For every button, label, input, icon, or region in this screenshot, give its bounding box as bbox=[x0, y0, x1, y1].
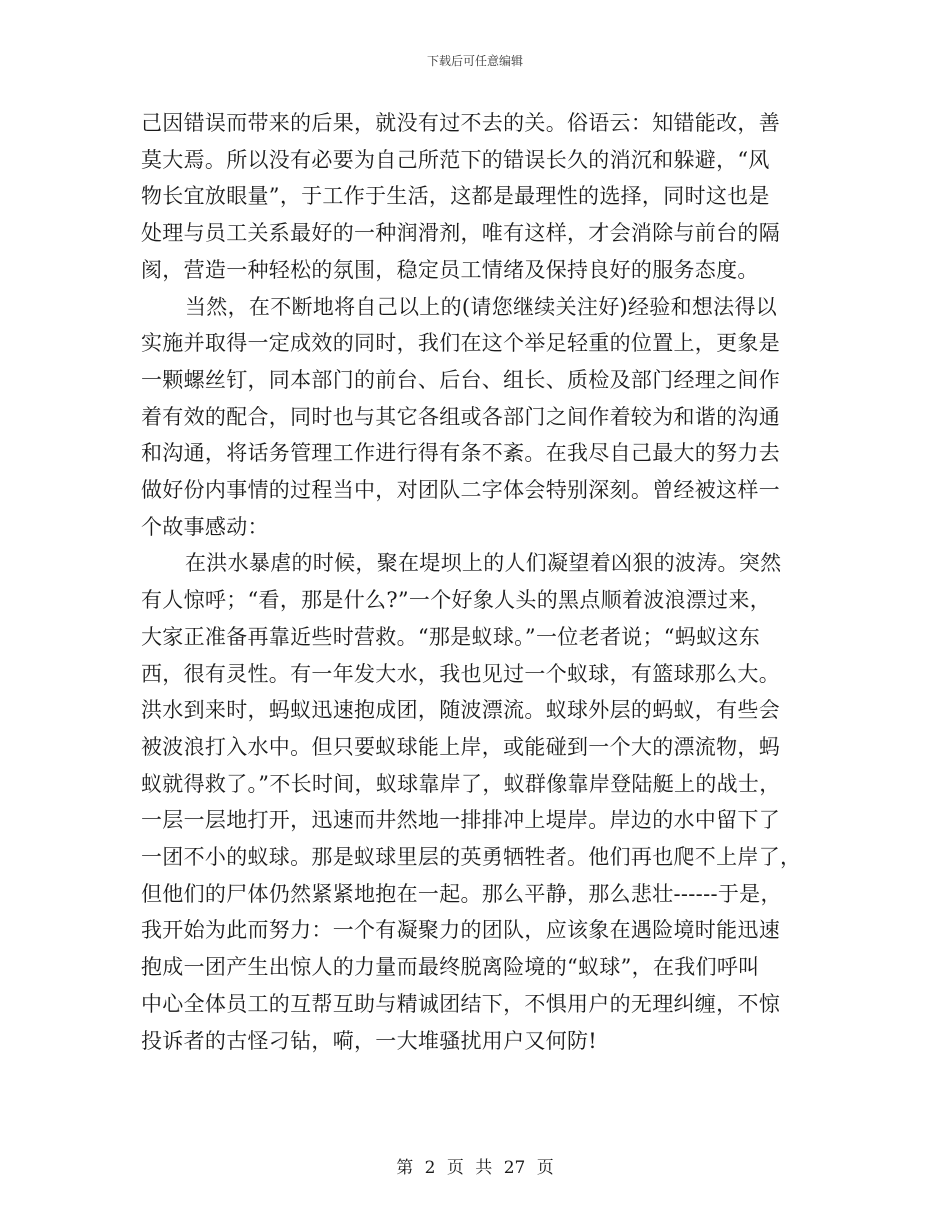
text-line: 处理与员工关系最好的一种润滑剂，唯有这样，才会消除与前台的隔 bbox=[141, 221, 780, 246]
text-line: 大家正准备再靠近些时营救。“那是蚁球。”一位老者说；“蚂蚁这东 bbox=[141, 624, 761, 649]
document-body bbox=[141, 105, 813, 1059]
text-line: 物长宜放眼量”，于工作于生活，这都是最理性的选择，同时这也是 bbox=[141, 184, 770, 209]
page-header: 下载后可任意编辑 bbox=[426, 54, 523, 68]
text-line: 投诉者的古怪刁钻，嗬，一大堆骚扰用户又何防! bbox=[141, 1028, 598, 1053]
text-line: 洪水到来时，蚂蚁迅速抱成团，随波漂流。蚁球外层的蚂蚁，有些会 bbox=[141, 698, 780, 723]
text-line: 在洪水暴虐的时候，聚在堤坝上的人们凝望着凶狠的波涛。突然 bbox=[185, 551, 782, 576]
text-line: 但他们的尸体仍然紧紧地抱在一起。那么平静，那么悲壮------于是， bbox=[141, 881, 782, 906]
text-line: 阂，营造一种轻松的氛围，稳定员工情绪及保持良好的服务态度。 bbox=[141, 257, 759, 282]
text-line: 有人惊呼；“看，那是什么?”一个好象人头的黑点顺着波浪漂过来， bbox=[141, 588, 772, 613]
text-line: 西，很有灵性。有一年发大水，我也见过一个蚁球，有篮球那么大。 bbox=[141, 661, 780, 686]
text-line: 抱成一团产生出惊人的力量而最终脱离险境的“蚁球”，在我们呼叫 bbox=[141, 955, 760, 980]
text-line: 着有效的配合，同时也与其它各组或各部门之间作着较为和谐的沟通 bbox=[141, 404, 780, 429]
text-line: 当然，在不断地将自己以上的(请您继续关注好)经验和想法得以 bbox=[185, 294, 778, 319]
text-line: 实施并取得一定成效的同时，我们在这个举足轻重的位置上，更象是 bbox=[141, 331, 780, 356]
text-line: 一层一层地打开，迅速而井然地一排排冲上堤岸。岸边的水中留下了 bbox=[141, 808, 780, 833]
text-line: 己因错误而带来的后果，就没有过不去的关。俗语云：知错能改，善 bbox=[141, 111, 780, 135]
paragraph-3 bbox=[141, 545, 813, 1059]
text-line: 做好份内事情的过程当中，对团队二字体会特别深刻。曾经被这样一 bbox=[141, 478, 780, 503]
paragraph-2 bbox=[141, 289, 813, 546]
text-line: 一颗螺丝钉，同本部门的前台、后台、组长、质检及部门经理之间作 bbox=[141, 367, 780, 392]
page-footer: 第 2 页 共 27 页 bbox=[396, 1158, 554, 1178]
text-line: 和沟通，将话务管理工作进行得有条不紊。在我尽自己最大的努力去 bbox=[141, 441, 780, 466]
paragraph-1 bbox=[141, 105, 813, 289]
text-line: 个故事感动： bbox=[141, 514, 269, 539]
text-line: 中心全体员工的互帮互助与精诚团结下，不惧用户的无理纠缠，不惊 bbox=[141, 991, 780, 1016]
text-line: 莫大焉。所以没有必要为自己所范下的错误长久的消沉和躲避，“风 bbox=[141, 147, 770, 172]
text-line: 一团不小的蚁球。那是蚁球里层的英勇牺牲者。他们再也爬不上岸了， bbox=[141, 845, 802, 870]
text-line: 被波浪打入水中。但只要蚁球能上岸，或能碰到一个大的漂流物，蚂 bbox=[141, 734, 780, 759]
text-line: 蚁就得救了。”不长时间，蚁球靠岸了，蚁群像靠岸登陆艇上的战士， bbox=[141, 771, 781, 796]
text-line: 我开始为此而努力：一个有凝聚力的团队，应该象在遇险境时能迅速 bbox=[141, 918, 780, 943]
